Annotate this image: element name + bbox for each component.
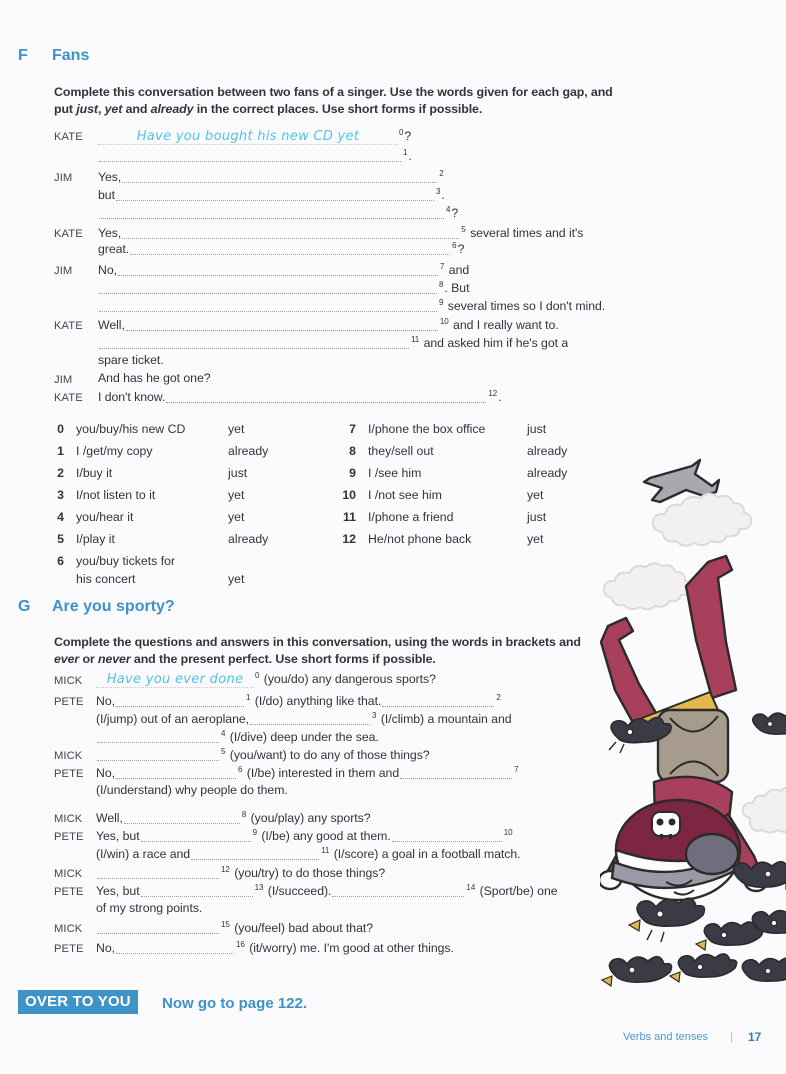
wl-right-prompt-12: He/not phone back — [368, 532, 472, 546]
wl-left-prompt-3: I/not listen to it — [76, 488, 156, 502]
bird-icon-8 — [670, 954, 737, 982]
wl-left-adv-4: yet — [228, 510, 245, 524]
g-sup-5: 5 — [221, 747, 226, 756]
wl-left-num-4: 4 — [57, 510, 64, 524]
speaker-jim-2: JIM — [54, 265, 73, 277]
f-lead-7: No, — [98, 263, 117, 277]
wl-left-prompt-0: you/buy/his new CD — [76, 422, 186, 436]
f-lead-10: Well, — [98, 318, 125, 332]
skydiver-illustration — [600, 430, 786, 990]
wl-right-num-12: 12 — [342, 532, 356, 546]
f-line-2 — [98, 169, 445, 184]
footer-running-head: Verbs and tenses — [623, 1031, 709, 1043]
g-gap-7[interactable] — [400, 766, 512, 779]
f-lead-3: but — [98, 188, 115, 202]
cloud-icon-3 — [743, 788, 786, 833]
g-tail-5: (you/want) to do any of those things? — [229, 748, 430, 762]
g-lead-3: (I/jump) out of an aeroplane, — [96, 712, 250, 726]
f-answer-0-wrap[interactable] — [98, 129, 398, 145]
f-tail-11: and asked him if he's got a — [423, 336, 569, 350]
g-line-1 — [96, 693, 502, 708]
g-sup-0: 0 — [255, 671, 260, 680]
f-gap-2[interactable] — [122, 170, 437, 183]
g-tail-15: (you/feel) bad about that? — [234, 921, 374, 935]
wl-left-prompt-2: I/buy it — [76, 466, 113, 480]
speaker-mick-4: MICK — [54, 923, 83, 935]
f-line-5 — [98, 225, 583, 240]
speaker-pete-0: PETE — [54, 696, 84, 708]
f-answer-0: Have you bought his new CD yet — [136, 129, 360, 144]
rubric-f-and: and — [122, 102, 151, 116]
f-gap-11[interactable] — [99, 336, 409, 349]
speaker-kate-3: KATE — [54, 392, 83, 404]
wl-right-prompt-8: they/sell out — [368, 444, 434, 458]
f-tail-6: ? — [457, 242, 465, 256]
speaker-jim-3: JIM — [54, 374, 73, 386]
wl-left-num-1: 1 — [57, 444, 64, 458]
speaker-pete-1: PETE — [54, 768, 84, 780]
f-gap-1[interactable] — [99, 149, 401, 162]
section-f-title: Fans — [52, 47, 90, 64]
g-lead-11: (I/win) a race and — [96, 847, 191, 861]
g-line-7b: (I/understand) why people do them. — [96, 783, 288, 797]
f-tail-12: . — [498, 390, 502, 404]
g-tail-4: (I/dive) deep under the sea. — [229, 730, 379, 744]
f-sup-7: 7 — [440, 262, 445, 271]
g-sup-4: 4 — [221, 729, 226, 738]
g-mid-6: (I/be) interested in them and — [246, 766, 400, 780]
wl-right-adv-12: yet — [527, 532, 544, 546]
wl-left-num-3: 3 — [57, 488, 64, 502]
g-tail-0: (you/do) any dangerous sports? — [263, 672, 436, 686]
g-answer-0: Have you ever done — [106, 672, 244, 687]
speaker-kate-0: KATE — [54, 131, 83, 143]
f-sup-10: 10 — [439, 317, 449, 326]
g-line-13 — [96, 883, 558, 898]
wl-left-num-0: 0 — [57, 422, 64, 436]
wl-right-adv-7: just — [527, 422, 547, 436]
g-sup-9: 9 — [252, 828, 257, 837]
wl-left-prompt-5: I/play it — [76, 532, 115, 546]
cloud-icon-1 — [653, 494, 751, 546]
rubric-f-already: already — [150, 102, 194, 116]
skydiver-backpack — [658, 710, 728, 782]
g-lead-16: No, — [96, 941, 115, 955]
g-line-0 — [96, 671, 436, 688]
skydiver-head — [612, 800, 740, 900]
g-lead-9: Yes, but — [96, 829, 140, 843]
f-tail-1: . — [408, 149, 412, 163]
f-sup-6: 6 — [452, 241, 457, 250]
f-gap-7[interactable] — [118, 263, 438, 276]
wl-left-adv-6: yet — [228, 572, 245, 586]
g-gap-12[interactable] — [97, 866, 219, 879]
g-gap-14[interactable] — [332, 884, 464, 897]
f-gap-8[interactable] — [99, 281, 437, 294]
f-line-8 — [98, 280, 469, 295]
f-gap-3[interactable] — [116, 188, 434, 201]
wl-right-adv-11: just — [527, 510, 547, 524]
f-line-1 — [98, 148, 412, 163]
section-g-rubric — [54, 634, 594, 668]
g-line-11 — [96, 846, 521, 861]
wl-left-adv-0: yet — [228, 422, 245, 436]
f-tail-4: ? — [451, 206, 459, 220]
f-tail-3: . — [441, 188, 445, 202]
speaker-pete-2: PETE — [54, 831, 84, 843]
g-gap-1[interactable] — [116, 694, 244, 707]
g-gap-4[interactable] — [97, 730, 219, 743]
wl-left-prompt-4: you/hear it — [76, 510, 134, 524]
f-sup-5: 5 — [461, 225, 466, 234]
section-f-letter: F — [18, 47, 28, 64]
g-line-9 — [96, 828, 514, 843]
f-tail-5: several times and it's — [470, 226, 584, 240]
speaker-pete-3: PETE — [54, 886, 84, 898]
wl-left-prompt-6: you/buy tickets for — [76, 554, 176, 568]
g-mid-9: (I/be) any good at them. — [261, 829, 391, 843]
speaker-mick-1: MICK — [54, 750, 83, 762]
f-sup-11: 11 — [411, 335, 420, 344]
g-lead-8: Well, — [96, 811, 123, 825]
g-tail-14: (Sport/be) one — [479, 884, 558, 898]
wl-right-adv-10: yet — [527, 488, 544, 502]
wl-right-num-11: 11 — [343, 510, 356, 524]
g-gap-2[interactable] — [382, 694, 494, 707]
f-tail-9: several times so I don't mind. — [447, 299, 606, 313]
g-gap-8[interactable] — [124, 811, 240, 824]
f-line-11b: spare ticket. — [98, 353, 164, 367]
speaker-kate-1: KATE — [54, 228, 83, 240]
wl-right-adv-8: already — [527, 444, 568, 458]
g-tail-11: (I/score) a goal in a football match. — [333, 847, 521, 861]
f-line-jim-q: And has he got one? — [98, 371, 211, 385]
f-gap-12[interactable] — [166, 390, 486, 403]
over-to-you-text[interactable]: Now go to page 122. — [162, 995, 308, 1012]
g-sup-11: 11 — [321, 846, 330, 855]
f-lead-12: I don't know. — [98, 390, 166, 404]
f-gap-9[interactable] — [99, 299, 437, 312]
g-line-16 — [96, 940, 454, 955]
g-gap-3[interactable] — [250, 712, 370, 725]
g-gap-9[interactable] — [141, 829, 251, 842]
f-sup-3: 3 — [435, 187, 441, 196]
cloud-icon-2 — [604, 563, 691, 609]
f-sup-0: 0 — [399, 128, 404, 137]
f-gap-4[interactable] — [99, 206, 444, 219]
g-sup-6: 6 — [238, 765, 243, 774]
wl-left-prompt-1: I /get/my copy — [76, 444, 153, 458]
g-mid-1: (I/do) anything like that. — [254, 694, 382, 708]
f-gap-10[interactable] — [126, 318, 438, 331]
g-gap-13[interactable] — [141, 884, 253, 897]
rubric-g-line1: Complete the questions and answers in this conversation, using the words in — [54, 635, 503, 649]
g-line-3 — [96, 711, 512, 726]
g-line-12 — [96, 865, 385, 880]
g-sup-13: 13 — [254, 883, 264, 892]
rubric-g-never: never — [98, 652, 131, 666]
f-line-7 — [98, 262, 469, 277]
wl-left-num-6: 6 — [57, 554, 64, 568]
g-line-15 — [96, 920, 373, 935]
wl-right-num-10: 10 — [342, 488, 356, 502]
f-lead-6: great. — [98, 242, 130, 256]
rubric-g-ever: ever — [54, 652, 80, 666]
f-line-10 — [98, 317, 559, 332]
wl-left-adv-1: already — [228, 444, 269, 458]
speaker-mick-3: MICK — [54, 868, 83, 880]
f-sup-9: 9 — [439, 298, 444, 307]
f-lead-5: Yes, — [98, 226, 122, 240]
wl-right-num-7: 7 — [349, 422, 356, 436]
f-line-11 — [98, 335, 568, 350]
g-gap-16[interactable] — [116, 941, 234, 954]
g-line-4 — [96, 729, 379, 744]
footer-separator: | — [730, 1031, 733, 1043]
f-line-4 — [98, 205, 458, 220]
g-lead-6: No, — [96, 766, 115, 780]
f-tail-0: ? — [404, 129, 412, 143]
wl-left-num-2: 2 — [57, 466, 64, 480]
g-answer-0-wrap[interactable] — [96, 672, 254, 688]
g-line-8 — [96, 810, 371, 825]
g-sup-8: 8 — [241, 810, 247, 819]
g-mid-13: (I/succeed). — [267, 884, 332, 898]
speaker-mick-0: MICK — [54, 675, 83, 687]
g-gap-15[interactable] — [97, 921, 219, 934]
rubric-f-line2d: in the correct places. Use short forms if possible. — [193, 102, 483, 116]
f-sup-1: 1 — [403, 148, 408, 157]
f-tail-7: and — [448, 263, 470, 277]
wl-left-prompt-6b: his concert — [76, 572, 136, 586]
rubric-f-comma: , — [97, 102, 105, 116]
f-sup-12: 12 — [488, 389, 498, 398]
f-gap-5[interactable] — [122, 226, 459, 239]
f-line-3 — [98, 187, 445, 202]
f-line-12 — [98, 389, 502, 404]
f-line-9 — [98, 298, 605, 313]
wl-right-num-9: 9 — [349, 466, 356, 480]
rubric-f-yet: yet — [104, 102, 123, 116]
bird-icon-4 — [629, 898, 704, 942]
f-lead-2: Yes, — [98, 170, 122, 184]
g-tail-16: (it/worry) me. I'm good at other things. — [249, 941, 454, 955]
g-sup-1: 1 — [246, 693, 251, 702]
wl-left-adv-3: yet — [228, 488, 245, 502]
wl-right-num-8: 8 — [349, 444, 356, 458]
over-to-you-badge: OVER TO YOU — [18, 990, 138, 1014]
speaker-jim-1: JIM — [54, 172, 73, 184]
g-line-5 — [96, 747, 430, 762]
g-sup-15: 15 — [221, 920, 230, 929]
rubric-f-line1: Complete this conversation between two fans of a singer. Use the words given for each — [54, 85, 560, 99]
g-sup-12: 12 — [221, 865, 230, 874]
f-sup-8: 8 — [439, 280, 444, 289]
g-sup-10: 10 — [503, 828, 513, 837]
g-sup-16: 16 — [236, 940, 245, 949]
g-gap-11[interactable] — [191, 847, 319, 860]
g-sup-2: 2 — [496, 693, 501, 702]
f-line-0 — [98, 128, 411, 145]
f-sup-4: 4 — [446, 205, 451, 214]
wl-right-adv-9: already — [527, 466, 568, 480]
speaker-mick-2: MICK — [54, 813, 83, 825]
wl-left-adv-5: already — [228, 532, 269, 546]
g-gap-10[interactable] — [392, 829, 502, 842]
f-tail-10: and I really want to. — [453, 318, 559, 332]
g-tail-8: (you/play) any sports? — [250, 811, 371, 825]
bird-icon-9 — [742, 958, 786, 981]
section-g-letter: G — [18, 598, 31, 615]
wl-right-prompt-7: I/phone the box office — [368, 422, 486, 436]
bird-icon-2 — [753, 712, 786, 734]
f-gap-6[interactable] — [130, 242, 450, 255]
bird-icon-5 — [696, 922, 763, 950]
wl-right-prompt-9: I /see him — [368, 466, 422, 480]
rubric-g-line2c: and the present perfect. Use short forms if possible. — [130, 652, 436, 666]
rubric-g-line2a: brackets and — [505, 635, 581, 649]
rubric-f-line2a: gap, and put — [54, 85, 613, 116]
g-tail-12: (you/try) to do those things? — [234, 866, 386, 880]
wl-left-adv-2: just — [228, 466, 248, 480]
rubric-g-or: or — [79, 652, 98, 666]
g-line-14b: of my strong points. — [96, 901, 203, 915]
g-sup-7: 7 — [514, 765, 519, 774]
skull-logo-icon — [652, 812, 680, 839]
speaker-kate-2: KATE — [54, 320, 83, 332]
section-g-title: Are you sporty? — [52, 598, 175, 615]
f-line-6 — [98, 241, 464, 256]
g-gap-5[interactable] — [97, 748, 219, 761]
wl-left-num-5: 5 — [57, 532, 64, 546]
g-sup-14: 14 — [466, 883, 476, 892]
section-f-rubric — [54, 84, 624, 118]
wl-right-prompt-10: I /not see him — [368, 488, 442, 502]
wl-right-prompt-11: I/phone a friend — [368, 510, 454, 524]
g-tail-3: (I/climb) a mountain and — [380, 712, 512, 726]
g-line-6 — [96, 765, 520, 780]
g-lead-1: No, — [96, 694, 115, 708]
speaker-pete-4: PETE — [54, 943, 84, 955]
g-lead-13: Yes, but — [96, 884, 140, 898]
f-sup-2: 2 — [439, 169, 444, 178]
bird-icon-3 — [733, 862, 786, 889]
footer-page-number: 17 — [748, 1030, 762, 1044]
g-sup-3: 3 — [372, 711, 377, 720]
f-tail-8: . But — [444, 281, 470, 295]
g-gap-6[interactable] — [116, 766, 236, 779]
rubric-f-just: just — [76, 102, 98, 116]
bird-icon-7 — [602, 957, 672, 986]
